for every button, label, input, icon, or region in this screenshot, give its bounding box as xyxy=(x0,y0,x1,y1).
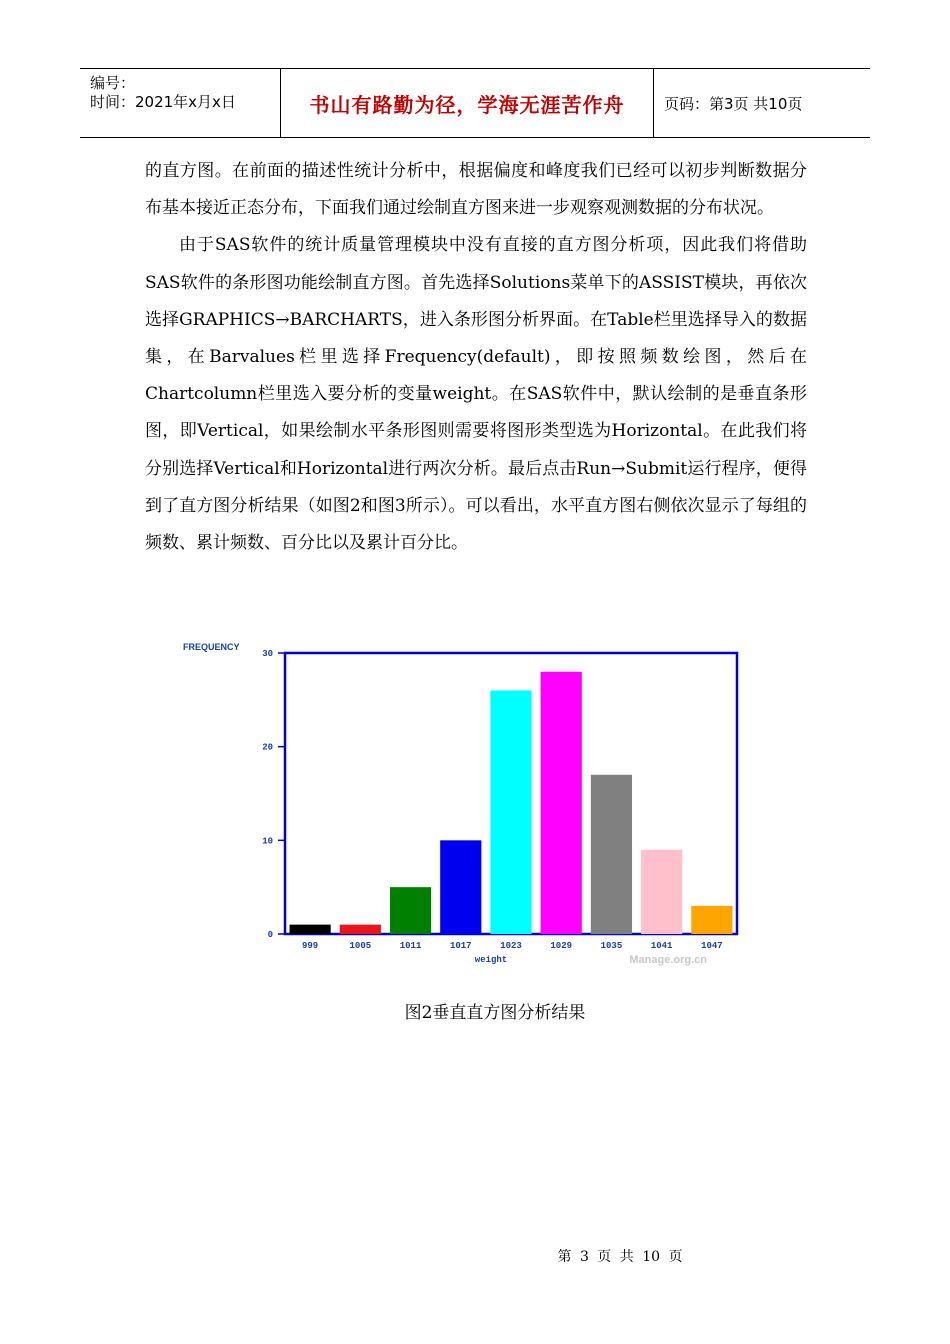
bar-1041 xyxy=(641,850,682,934)
x-tick-label: 1023 xyxy=(500,941,522,951)
bar-1029 xyxy=(541,672,582,934)
histogram-chart xyxy=(175,638,750,976)
x-tick-label: 1017 xyxy=(449,941,472,951)
serial-label: 编号： xyxy=(90,74,136,92)
x-axis-label: weight xyxy=(474,955,508,965)
header-center-cell xyxy=(281,69,654,137)
bar-999 xyxy=(290,925,331,934)
y-tick-label: 10 xyxy=(262,836,273,847)
x-tick-label: 1029 xyxy=(550,941,573,951)
body-text xyxy=(145,153,807,562)
x-tick-label: 1041 xyxy=(650,941,673,951)
y-tick-label: 0 xyxy=(267,930,273,940)
x-tick-label: 1011 xyxy=(399,941,422,951)
histogram-svg xyxy=(175,638,750,976)
x-tick-label: 1005 xyxy=(349,941,372,951)
x-tick-label: 999 xyxy=(302,941,319,951)
header-motto: 书山有路勤为径，学海无涯苦作舟 xyxy=(309,92,625,117)
page-header xyxy=(80,68,870,138)
bar-1017 xyxy=(440,840,481,934)
y-axis-label: FREQUENCY xyxy=(183,642,240,652)
header-left-cell xyxy=(80,69,281,137)
bar-1035 xyxy=(591,775,632,934)
figure-caption: 图2垂直直方图分析结果 xyxy=(404,1003,586,1023)
bar-1047 xyxy=(691,906,732,934)
x-tick-label: 1035 xyxy=(600,941,623,951)
bar-1005 xyxy=(340,925,381,934)
watermark: Manage.org.cn xyxy=(629,954,707,966)
x-tick-label: 1047 xyxy=(701,941,723,951)
bar-1011 xyxy=(390,887,431,934)
paragraph-1: 的直方图。在前面的描述性统计分析中，根据偏度和峰度我们已经可以初步判断数据分布基本接近正态分布，下面我们通过绘制直方图来进一步观察观测数据的分布状况。 xyxy=(145,161,807,219)
bar-1023 xyxy=(490,690,531,934)
page-footer: 第 3 页 共 10 页 xyxy=(557,1249,683,1265)
header-right-cell xyxy=(654,69,870,137)
paragraph-2: 由于SAS软件的统计质量管理模块中没有直接的直方图分析项，因此我们将借助SAS软件的条形图功能绘制直方图。首先选择Solutions菜单下的ASSIST模块，再依次选择GRAPHICS→BARCHARTS，进入条形图分析界面。在Table栏里选择导入的数据集，在Barvalues栏里选择Frequency(default)，即按照频数绘图，然后在Chartcolumn栏里选入要分析的变量weight。在SAS软件中，默认绘制的是垂直条形图，即Vertical，如果绘制水平条形图则需要将图形类型选为Horizontal。在此我们将分别选择Vertical和Horizontal进行两次分析。最后点击Run→Submit运行程序，便得到了直方图分析结果（如图2和图3所示）。可以看出，水平直方图右侧依次显示了每组的频数、累计频数、百分比以及累计百分比。 xyxy=(145,235,807,554)
header-page-info: 页码：第3页 共10页 xyxy=(664,94,803,113)
y-tick-label: 20 xyxy=(262,742,273,753)
time-label: 时间：2021年x月x日 xyxy=(90,93,236,111)
y-tick-label: 30 xyxy=(262,649,273,659)
